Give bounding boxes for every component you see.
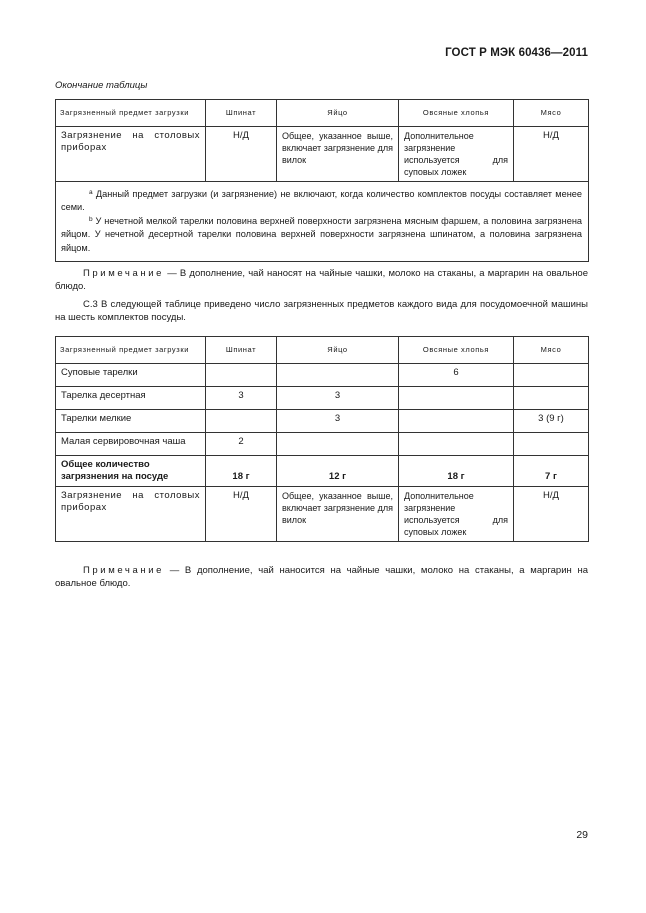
paragraph-c3: С.3 В следующей таблице приведено число загрязненных предметов каждого вида для посудомоечной машины на шесть комплектов посуды. (55, 299, 588, 323)
soiled-items-count-table (55, 336, 589, 542)
egg-cell: Общее, указанное выше, включает загрязнение для вилок (277, 487, 399, 542)
table-row (56, 410, 589, 433)
note-2 (55, 564, 588, 590)
spinach-cell (206, 410, 277, 433)
page-number: 29 (576, 829, 588, 841)
egg-cell: 12 г (277, 456, 399, 487)
total-row (56, 456, 589, 487)
egg-cell: 3 (277, 387, 399, 410)
item-cell: Суповые тарелки (56, 364, 206, 387)
document-code: ГОСТ Р МЭК 60436—2011 (445, 47, 588, 59)
note-1 (55, 267, 588, 293)
meat-cell: Н/Д (514, 127, 589, 182)
footnote-mark: a (89, 189, 93, 196)
footnotes-row (56, 182, 589, 262)
table-row (56, 387, 589, 410)
egg-cell: 3 (277, 410, 399, 433)
spinach-cell: Н/Д (206, 127, 277, 182)
column-header: Шпинат (206, 337, 277, 364)
meat-cell: 7 г (514, 456, 589, 487)
meat-cell: 3 (9 г) (514, 410, 589, 433)
meat-cell (514, 387, 589, 410)
oats-cell: Дополнительное загрязнение используется для суповых ложек (399, 487, 514, 542)
oats-cell: 18 г (399, 456, 514, 487)
note-label: Примечание (83, 565, 164, 576)
table-row (56, 364, 589, 387)
column-header: Загрязненный предмет загрузки (56, 337, 206, 364)
item-cell: Загрязнение на столовых приборах (56, 487, 206, 542)
spinach-cell (206, 364, 277, 387)
oats-cell (399, 433, 514, 456)
note-text: — В дополнение, чай наносится на чайные чашки, молоко на стаканы, а маргарин на овальное блюдо. (55, 565, 588, 589)
column-header: Мясо (514, 337, 589, 364)
meat-cell (514, 433, 589, 456)
item-cell: Малая сервировочная чаша (56, 433, 206, 456)
column-header: Шпинат (206, 100, 277, 127)
footnote-a (61, 188, 582, 215)
table-row (56, 433, 589, 456)
column-header: Загрязненный предмет загрузки (56, 100, 206, 127)
table-row (56, 487, 589, 542)
column-header: Яйцо (277, 100, 399, 127)
spinach-cell: Н/Д (206, 487, 277, 542)
column-header: Овсяные хлопья (399, 337, 514, 364)
column-header: Овсяные хлопья (399, 100, 514, 127)
column-header: Мясо (514, 100, 589, 127)
table-header-row (56, 337, 589, 364)
soiling-table-continuation (55, 99, 589, 262)
footnote-text: Данный предмет загрузки (и загрязнение) не включают, когда количество комплектов посуды составляет менее семи. (61, 189, 582, 213)
oats-cell (399, 410, 514, 433)
item-cell: Общее количество загрязнения на посуде (56, 456, 206, 487)
meat-cell: Н/Д (514, 487, 589, 542)
column-header: Яйцо (277, 337, 399, 364)
oats-cell (399, 387, 514, 410)
table-continuation-caption: Окончание таблицы (55, 80, 148, 91)
egg-cell (277, 433, 399, 456)
footnote-b (61, 215, 582, 255)
oats-cell: 6 (399, 364, 514, 387)
note-text: — В дополнение, чай наносят на чайные чашки, молоко на стаканы, а маргарин на овальное блюдо. (55, 268, 589, 292)
item-cell: Тарелки мелкие (56, 410, 206, 433)
oats-cell: Дополнительное загрязнение используется для суповых ложек (399, 127, 514, 182)
footnotes-cell (56, 182, 589, 262)
note-label: Примечание (83, 268, 164, 279)
footnote-mark: b (89, 215, 93, 223)
item-cell: Загрязнение на столовых приборах (56, 127, 206, 182)
meat-cell (514, 364, 589, 387)
egg-cell: Общее, указанное выше, включает загрязнение для вилок (277, 127, 399, 182)
item-cell: Тарелка десертная (56, 387, 206, 410)
egg-cell (277, 364, 399, 387)
spinach-cell: 3 (206, 387, 277, 410)
spinach-cell: 18 г (206, 456, 277, 487)
table-row (56, 127, 589, 182)
table-header-row (56, 100, 589, 127)
spinach-cell: 2 (206, 433, 277, 456)
footnote-text: У нечетной мелкой тарелки половина верхней поверхности загрязнена мясным фаршем, а половина загрязнена яйцом. У нечетной десертной тарелки половина верхней поверхности загрязнена шпинатом, а половина загрязнена яйцом. (61, 215, 582, 253)
